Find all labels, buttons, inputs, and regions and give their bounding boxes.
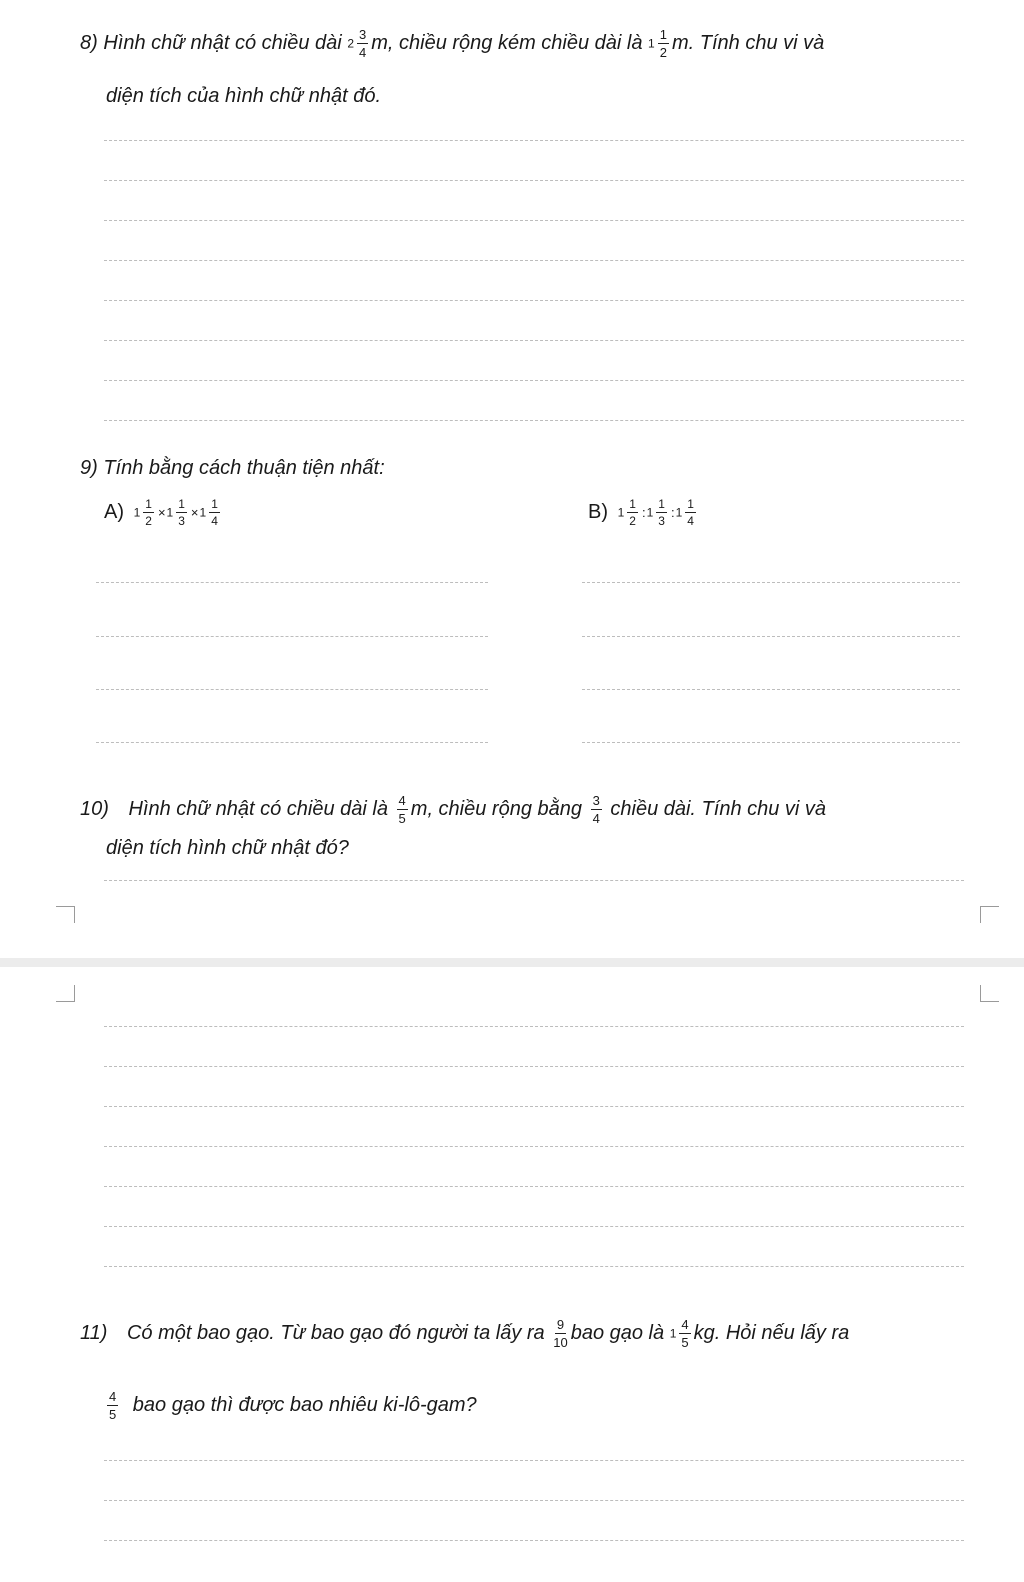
q11-line-1 — [80, 1318, 849, 1349]
q9-b-answer-line-1[interactable] — [582, 582, 960, 583]
q10-line-2: diện tích hình chữ nhật đó? — [106, 837, 349, 859]
q9-b-term2-denominator: 3 — [658, 514, 665, 528]
q10-answer-line-4[interactable] — [104, 1106, 964, 1107]
q11-part-denominator: 10 — [553, 1335, 568, 1350]
q11-mass-whole: 1 — [669, 1326, 677, 1341]
q11-part-fraction — [553, 1318, 567, 1349]
q10-number: 10) — [80, 797, 109, 820]
q9-a-op-1: × — [157, 504, 166, 520]
q10-ratio-denominator: 4 — [592, 811, 600, 826]
q8-answer-line-2[interactable] — [104, 180, 964, 181]
q9-b-answer-line-3[interactable] — [582, 689, 960, 690]
q8-diff-numerator: 1 — [659, 27, 667, 42]
q11-part-numerator: 9 — [556, 1317, 565, 1332]
q11-part2-numerator: 4 — [109, 1389, 117, 1404]
q8-answer-line-4[interactable] — [104, 260, 964, 261]
crop-mark-top-left — [56, 906, 75, 923]
q9-a-term1-fraction — [143, 498, 154, 527]
q9-title: 9) Tính bằng cách thuận tiện nhất: — [80, 457, 385, 479]
q8-number: 8) — [80, 31, 98, 54]
q11-text-1: Có một bao gạo. Từ bao gạo đó người ta lấy ra — [126, 1321, 545, 1344]
q9-a-term2-fraction — [176, 498, 187, 527]
q9-a-term1-whole: 1 — [133, 505, 141, 520]
q9-b-term3-fraction — [685, 498, 696, 527]
q9-a-op-2: × — [190, 504, 199, 520]
q9-a-label: A) — [104, 500, 124, 523]
q9-b-term1-denominator: 2 — [629, 514, 636, 528]
q8-text-2: m, chiều rộng kém chiều dài là — [371, 31, 643, 54]
q9-a-term2-denominator: 3 — [178, 514, 185, 528]
q10-answer-line-6[interactable] — [104, 1186, 964, 1187]
q9-a-term2-numerator: 1 — [178, 497, 185, 511]
q10-length-numerator: 4 — [398, 793, 406, 808]
q9-b-answer-line-2[interactable] — [582, 636, 960, 637]
q8-answer-line-6[interactable] — [104, 340, 964, 341]
q11-answer-line-1[interactable] — [104, 1460, 964, 1461]
q8-length-numerator: 3 — [359, 27, 367, 42]
q10-answer-line-3[interactable] — [104, 1066, 964, 1067]
q9-b-answer-line-4[interactable] — [582, 742, 960, 743]
q8-line-2: diện tích của hình chữ nhật đó. — [106, 85, 382, 107]
q8-diff-whole: 1 — [648, 36, 655, 51]
q8-answer-line-5[interactable] — [104, 300, 964, 301]
q9-a-term2-whole: 1 — [166, 505, 174, 520]
q11-text-2: bao gạo là — [570, 1321, 665, 1344]
q9-b-term2-fraction — [656, 498, 667, 527]
q10-ratio-fraction — [591, 794, 602, 825]
q9-b-term2-whole: 1 — [646, 505, 654, 520]
crop-mark-top-right — [980, 906, 999, 923]
q10-ratio-numerator: 3 — [592, 793, 600, 808]
q11-answer-line-3[interactable] — [104, 1540, 964, 1541]
q11-text-3: kg. Hỏi nếu lấy ra — [693, 1321, 850, 1344]
q10-answer-line-7[interactable] — [104, 1226, 964, 1227]
q9-b-term1-fraction — [627, 498, 638, 527]
q8-answer-line-7[interactable] — [104, 380, 964, 381]
q10-answer-line-5[interactable] — [104, 1146, 964, 1147]
crop-mark-bottom-right — [980, 985, 999, 1002]
q9-a-answer-line-2[interactable] — [96, 636, 488, 637]
q9-b-op-2: : — [670, 504, 675, 520]
q11-answer-line-2[interactable] — [104, 1500, 964, 1501]
q8-answer-line-1[interactable] — [104, 140, 964, 141]
q9-a-term1-denominator: 2 — [145, 514, 152, 528]
q9-a-term1-numerator: 1 — [145, 497, 152, 511]
q9-b-label: B) — [588, 500, 608, 523]
q9-part-a — [104, 498, 223, 527]
q9-b-term2-numerator: 1 — [658, 497, 665, 511]
q11-text-4: bao gạo thì được bao nhiêu ki-lô-gam? — [132, 1393, 477, 1416]
q8-diff-fraction — [658, 28, 669, 59]
q9-a-term3-fraction — [209, 498, 220, 527]
q10-length-denominator: 5 — [398, 811, 406, 826]
q9-a-term3-numerator: 1 — [211, 497, 218, 511]
q8-answer-line-3[interactable] — [104, 220, 964, 221]
q9-b-op-1: : — [641, 504, 646, 520]
q9-b-term3-numerator: 1 — [687, 497, 694, 511]
q9-a-answer-line-1[interactable] — [96, 582, 488, 583]
q11-part2-fraction — [107, 1390, 118, 1421]
q9-part-b — [588, 498, 699, 527]
q10-answer-line-8[interactable] — [104, 1266, 964, 1267]
q8-diff-denominator: 2 — [659, 45, 667, 60]
q9-a-answer-line-4[interactable] — [96, 742, 488, 743]
q8-length-denominator: 4 — [359, 45, 367, 60]
q10-text-2: m, chiều rộng bằng — [410, 797, 583, 820]
q10-text-3: chiều dài. Tính chu vi và — [610, 797, 827, 820]
q10-answer-line-1[interactable] — [104, 880, 964, 881]
q11-mass-denominator: 5 — [681, 1335, 689, 1350]
q11-part2-denominator: 5 — [109, 1407, 117, 1422]
q9-b-term1-whole: 1 — [617, 505, 625, 520]
q9-b-term3-whole: 1 — [675, 505, 683, 520]
q11-mass-fraction — [679, 1318, 690, 1349]
q11-line-2 — [104, 1390, 477, 1421]
q9-b-term1-numerator: 1 — [629, 497, 636, 511]
crop-mark-bottom-left — [56, 985, 75, 1002]
q10-length-fraction — [397, 794, 408, 825]
q11-mass-numerator: 4 — [681, 1317, 689, 1332]
q8-length-whole: 2 — [347, 36, 354, 51]
q10-text-1: Hình chữ nhật có chiều dài là — [128, 797, 388, 820]
q8-text-3: m. Tính chu vi và — [671, 31, 825, 54]
q8-answer-line-8[interactable] — [104, 420, 964, 421]
q8-text-1: Hình chữ nhật có chiều dài — [103, 31, 342, 54]
q9-a-term3-denominator: 4 — [211, 514, 218, 528]
q11-number: 11) — [80, 1321, 108, 1344]
q10-line-1 — [80, 794, 826, 825]
q8-length-fraction — [357, 28, 368, 59]
q10-answer-line-2[interactable] — [104, 1026, 964, 1027]
q9-a-term3-whole: 1 — [199, 505, 207, 520]
q9-b-term3-denominator: 4 — [687, 514, 694, 528]
q8-line-1 — [80, 28, 824, 59]
page-break-divider — [0, 958, 1024, 967]
q9-a-answer-line-3[interactable] — [96, 689, 488, 690]
